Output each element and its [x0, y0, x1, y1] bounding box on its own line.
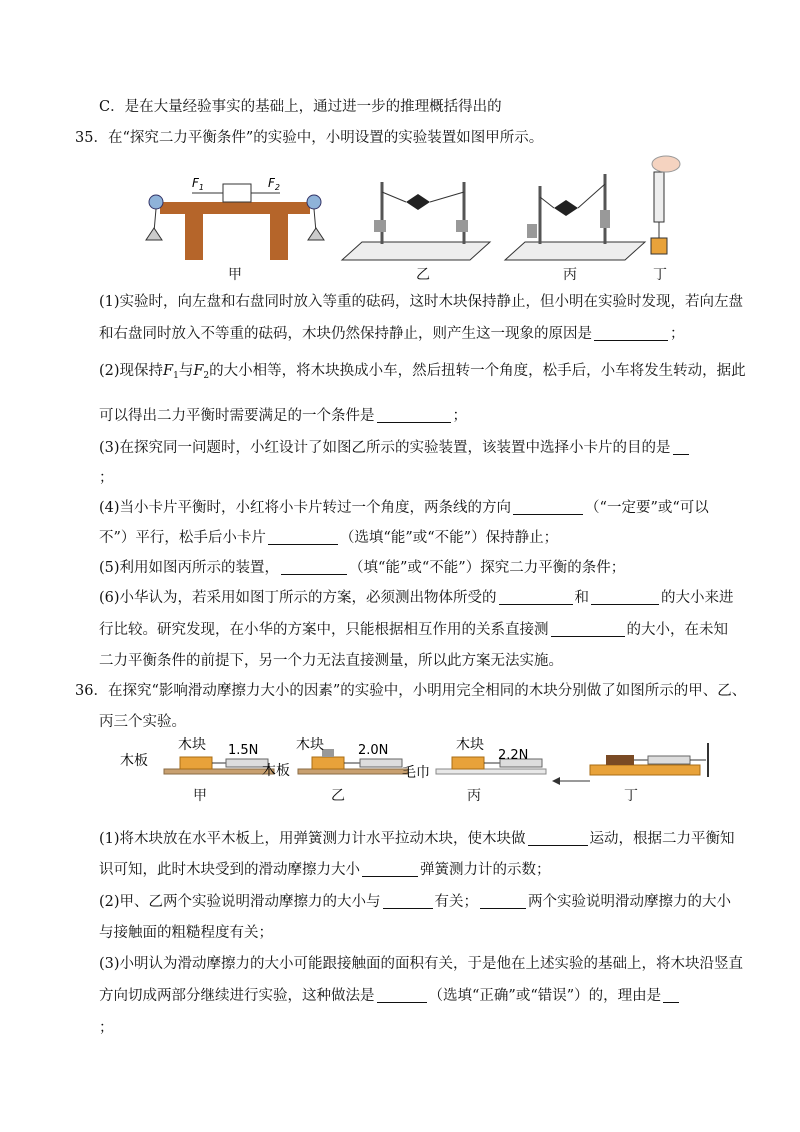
answer-blank	[383, 892, 433, 909]
fig35-label-ding: 丁	[653, 267, 667, 283]
q35-part3-line1: (3)在探究同一问题时，小红设计了如图乙所示的实验装置，该装置中选择小卡片的目的是	[99, 437, 691, 459]
q36-part3-line3: ；	[99, 1020, 114, 1036]
answer-blank	[551, 620, 625, 637]
fig35-bing-apparatus	[505, 174, 645, 260]
answer-blank	[480, 892, 526, 909]
fig35-ding-apparatus	[651, 156, 680, 254]
fig36-bing-setup	[402, 736, 546, 781]
q36-part2-line1: (2)甲、乙两个实验说明滑动摩擦力的大小与 有关； 两个实验说明滑动摩擦力的大小	[99, 894, 732, 910]
answer-blank	[268, 528, 338, 545]
q36-title-line2: 丙三个实验。	[99, 714, 186, 730]
q35-part4-line2: 不”）平行，松手后小卡片 （选填“能”或“不能”）保持静止；	[99, 530, 559, 546]
answer-blank	[362, 860, 418, 877]
fig36-yi-reading: 2.0N	[358, 743, 389, 758]
q35-part5: (5)利用如图丙所示的装置， （填“能”或“不能”）探究二力平衡的条件；	[99, 560, 626, 576]
fig36-label-bing: 丙	[467, 788, 481, 804]
fig35-label-bing: 丙	[563, 267, 577, 283]
answer-blank	[591, 588, 659, 605]
fig36-ding-setup	[552, 743, 708, 785]
answer-blank	[377, 406, 451, 423]
fig36-bing-block-label: 木块	[456, 737, 484, 753]
answer-blank	[499, 588, 573, 605]
fig35-yi-apparatus	[342, 182, 490, 260]
q35-part2-line1: (2)现保持$F_1$与$F_2$的大小相等，将木块换成小车，然后扭转一个角度，松手后，小车将发生转动，据此	[99, 363, 746, 381]
fig36-jia-board-label: 木板	[120, 753, 148, 769]
fig36-yi-board-label: 木板	[262, 763, 290, 779]
answer-blank	[513, 498, 583, 515]
q36-title-line1: 36．在探究“影响滑动摩擦力大小的因素”的实验中，小明用完全相同的木块分别做了如图所示的甲、乙、	[75, 683, 747, 699]
q35-part2-line2: 可以得出二力平衡时需要满足的一个条件是 ；	[99, 408, 467, 424]
figure-35	[130, 152, 690, 282]
q35-title: 35．在“探究二力平衡条件”的实验中，小明设置的实验装置如图甲所示。	[75, 130, 544, 146]
fig36-jia-block-label: 木块	[178, 737, 206, 753]
q35-part6-line2: 行比较。研究发现，在小华的方案中，只能根据相互作用的关系直接测 的大小，在未知	[99, 622, 728, 638]
q35-part6-line3: 二力平衡条件的前提下，另一个力无法直接测量，所以此方案无法实施。	[99, 653, 563, 669]
q35-part4-line1: (4)当小卡片平衡时，小红将小卡片转过一个角度，两条线的方向 （“一定要”或“可以	[99, 500, 709, 516]
force-f2-label: $F_2$	[268, 176, 280, 192]
q36-part2-line2: 与接触面的粗糙程度有关；	[99, 925, 273, 941]
q35-part1-line1: (1)实验时，向左盘和右盘同时放入等重的砝码，这时木块保持静止，但小明在实验时发现，若向左盘	[99, 294, 744, 310]
answer-blank	[673, 438, 689, 455]
q35-part3-line2: ；	[99, 470, 114, 486]
fig36-label-ding: 丁	[624, 788, 638, 804]
fig36-yi-block-label: 木块	[296, 737, 324, 753]
q36-part1-line1: (1)将木块放在水平木板上，用弹簧测力计水平拉动木块，使木块做 运动，根据二力平衡知	[99, 831, 735, 847]
answer-blank	[377, 986, 427, 1003]
fig36-label-jia: 甲	[193, 788, 207, 804]
q36-part3-line2: 方向切成两部分继续进行实验，这种做法是 （选填“正确”或“错误”）的，理由是	[99, 985, 681, 1007]
fig35-label-yi: 乙	[416, 267, 430, 283]
answer-blank	[528, 829, 588, 846]
fig35-label-jia: 甲	[228, 267, 242, 283]
fig36-jia-reading: 1.5N	[228, 743, 259, 758]
q36-part3-line1: (3)小明认为滑动摩擦力的大小可能跟接触面的面积有关，于是他在上述实验的基础上，将木块沿竖直	[99, 956, 744, 972]
fig36-bing-reading: 2.2N	[498, 748, 529, 763]
answer-blank	[281, 558, 347, 575]
q35-part6-line1: (6)小华认为，若采用如图丁所示的方案，必须测出物体所受的 和 的大小来进	[99, 590, 734, 606]
fig36-jia-setup	[120, 736, 274, 774]
option-c: C．是在大量经验事实的基础上，通过进一步的推理概括得出的	[99, 99, 502, 115]
fig36-bing-towel-label: 毛巾	[402, 765, 430, 781]
force-f1-label: $F_1$	[192, 176, 204, 192]
answer-blank	[663, 986, 679, 1003]
q35-part1-line2: 和右盘同时放入不等重的砝码，木块仍然保持静止，则产生这一现象的原因是 ；	[99, 326, 685, 342]
fig36-label-yi: 乙	[331, 788, 345, 804]
fig35-jia-apparatus	[146, 176, 324, 260]
q36-part1-line2: 识可知，此时木块受到的滑动摩擦力大小 弹簧测力计的示数；	[99, 862, 551, 878]
fig36-yi-setup	[262, 736, 408, 779]
answer-blank	[594, 324, 668, 341]
